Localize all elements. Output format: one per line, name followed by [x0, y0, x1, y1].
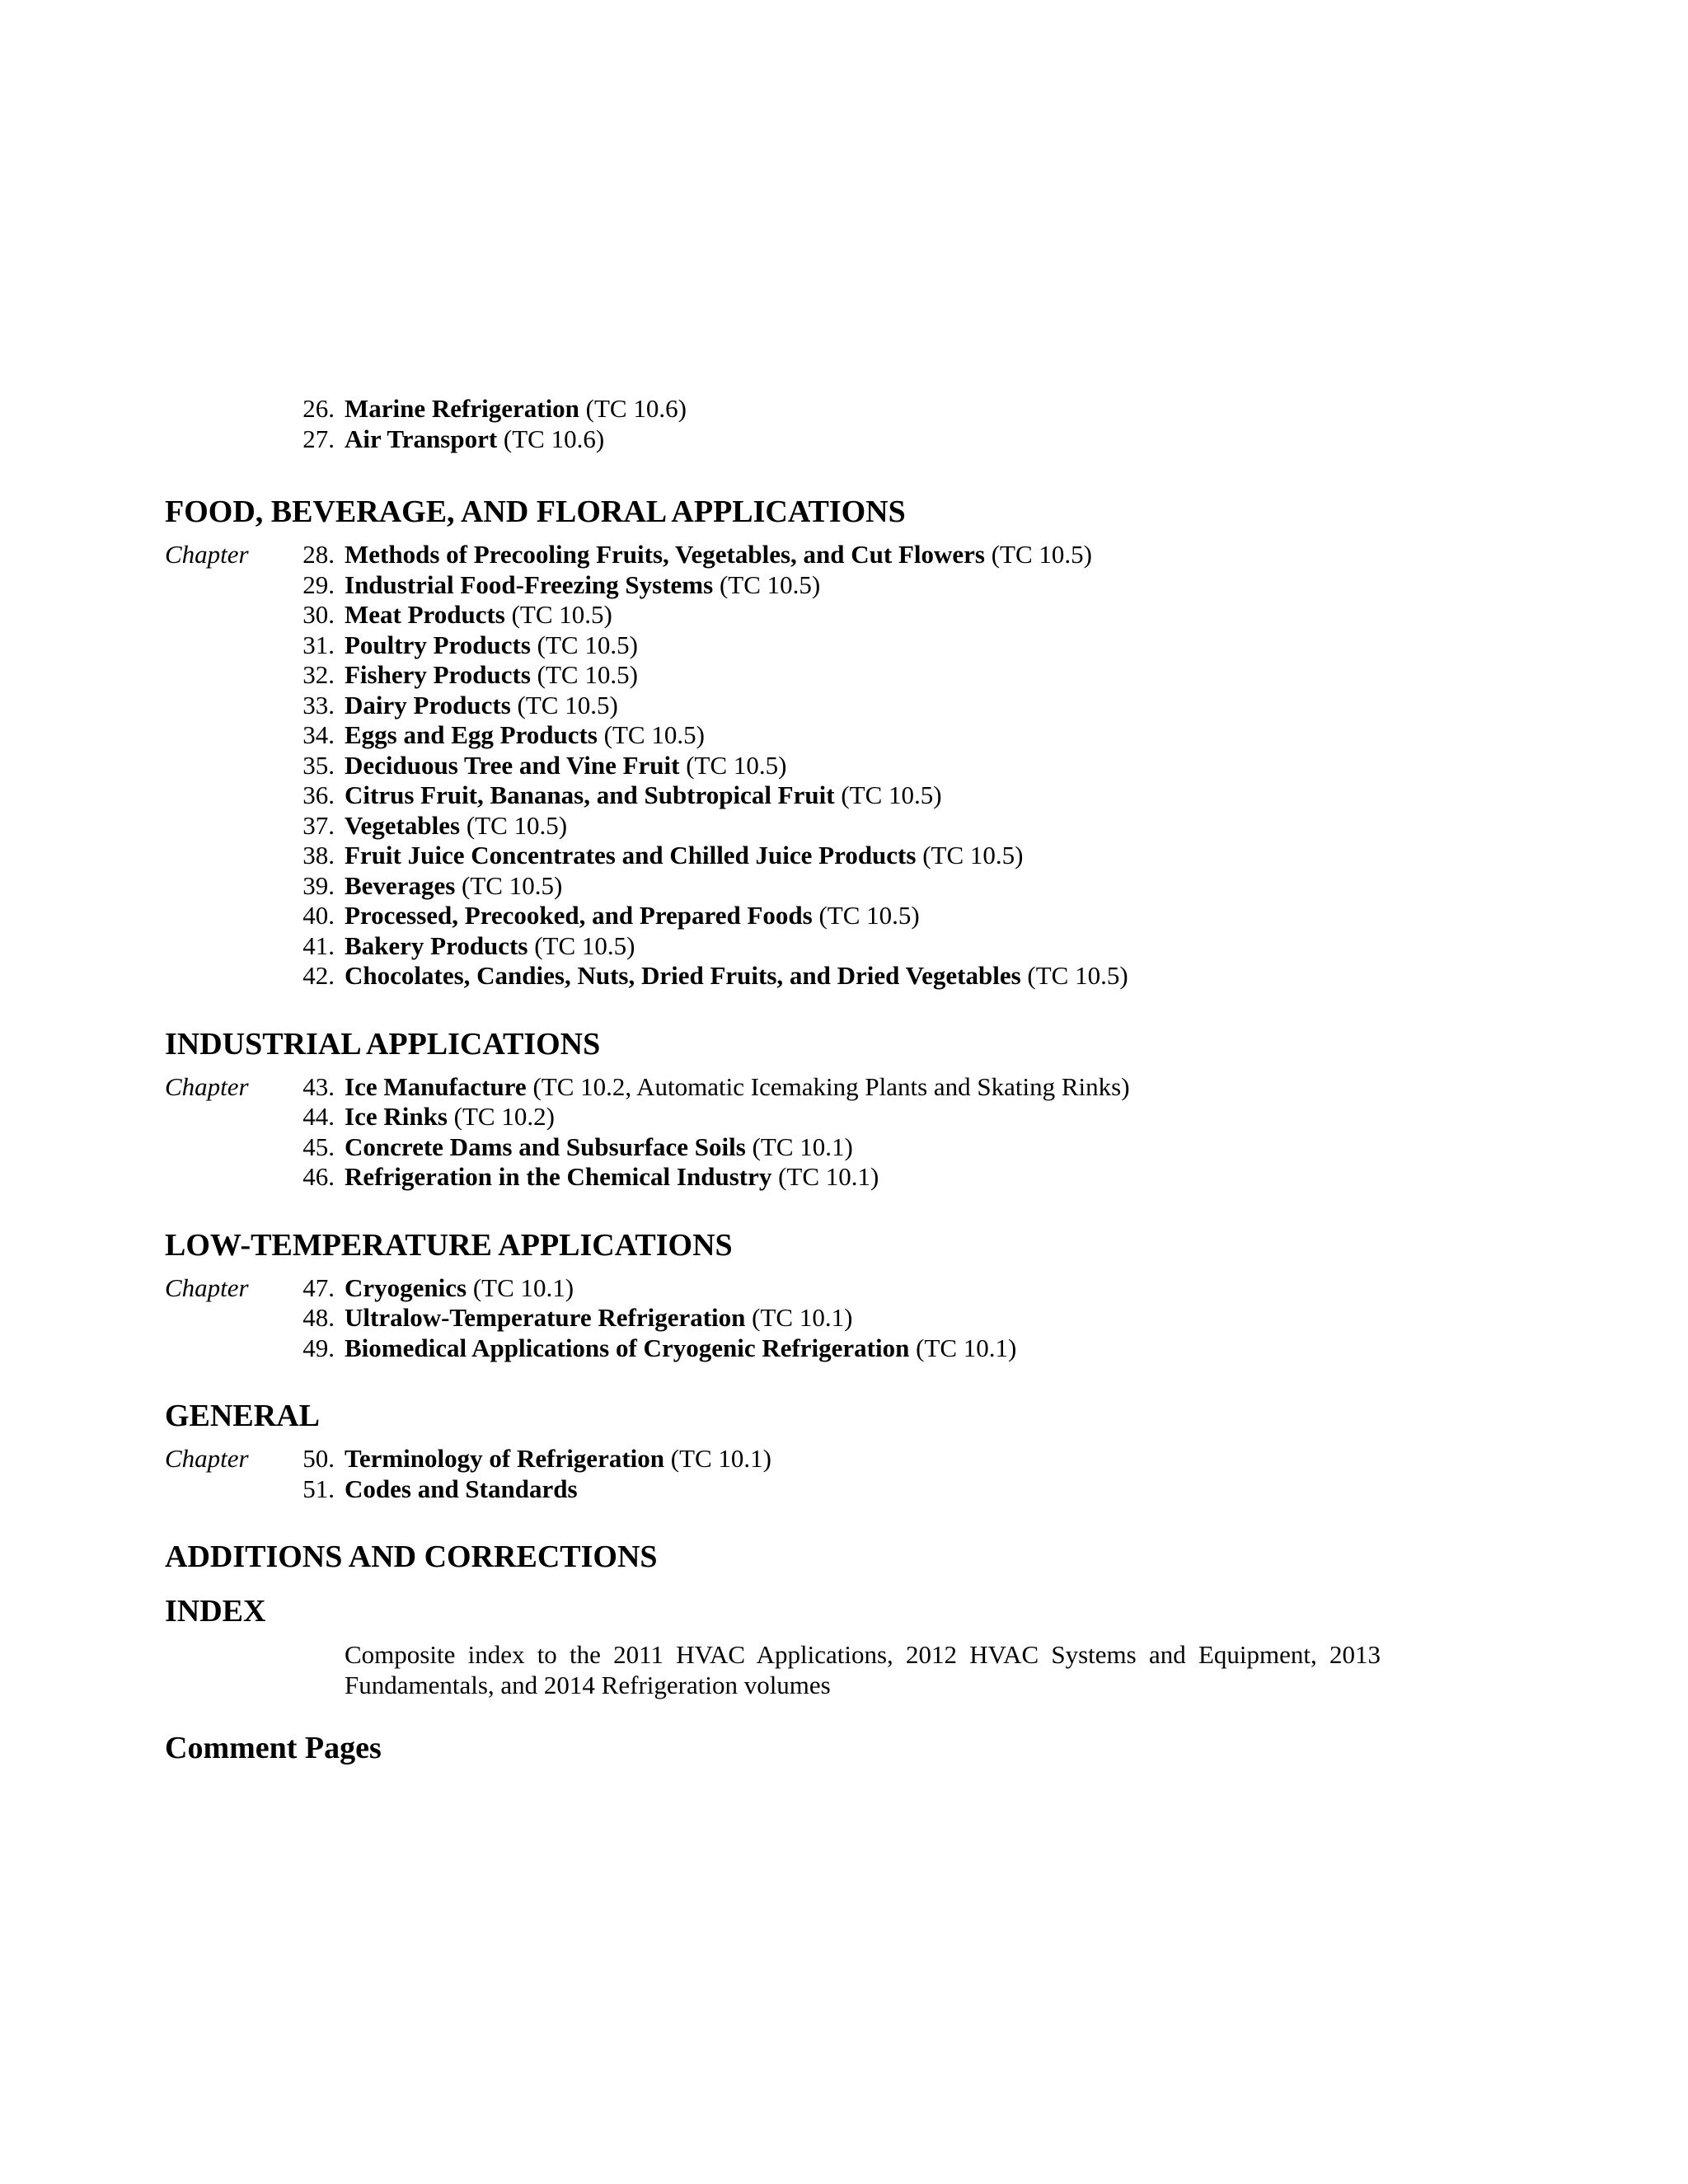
chapter-entry [165, 871, 1401, 902]
chapter-title: Beverages [345, 870, 456, 900]
chapter-number: 28. [302, 540, 335, 569]
chapter-entry [165, 691, 1401, 721]
chapter-entry [165, 961, 1401, 991]
chapter-number: 47. [302, 1272, 335, 1302]
chapter-entry [165, 660, 1401, 691]
chapter-number: 49. [302, 1333, 335, 1362]
section-additions-corrections [165, 1539, 1401, 1575]
chapter-entry [165, 424, 1401, 455]
committee-ref: (TC 10.1) [778, 1162, 879, 1191]
chapter-label: Chapter [165, 1272, 249, 1302]
chapter-number: 34. [302, 720, 335, 749]
section-heading: FOOD, BEVERAGE, AND FLORAL APPLICATIONS [165, 494, 906, 529]
chapter-title: Air Transport [345, 424, 498, 453]
chapter-number: 26. [302, 394, 335, 423]
chapter-title: Deciduous Tree and Vine Fruit [345, 750, 680, 780]
chapter-number: 48. [302, 1303, 335, 1332]
committee-ref: (TC 10.1) [472, 1272, 574, 1302]
chapter-label: Chapter [165, 1444, 249, 1473]
chapter-entry [165, 811, 1401, 841]
chapter-entry [165, 1303, 1401, 1333]
chapter-title: Refrigeration in the Chemical Industry [345, 1162, 772, 1191]
chapter-title: Vegetables [345, 810, 461, 840]
section-industrial [165, 1026, 1401, 1193]
committee-ref: (TC 10.5) [537, 630, 638, 659]
chapter-number: 40. [302, 901, 335, 930]
index-description: Composite index to the 2011 HVAC Applications, 2012 HVAC Systems and Equipment, 2013 Fundamentals, and 2014 Refrigeration volumes [345, 1640, 1381, 1699]
chapter-number: 51. [302, 1474, 335, 1503]
chapter-title: Ultralow-Temperature Refrigeration [345, 1303, 746, 1332]
committee-ref: (TC 10.5) [818, 901, 920, 930]
chapter-title: Chocolates, Candies, Nuts, Dried Fruits, and Dried Vegetables [345, 961, 1021, 990]
chapter-entry [165, 901, 1401, 931]
chapter-number: 37. [302, 810, 335, 840]
section-food-beverage-floral [165, 494, 1401, 991]
continued-entry-list [165, 394, 1401, 454]
chapter-title: Meat Products [345, 600, 505, 629]
section-heading: GENERAL [165, 1399, 320, 1433]
section-heading: INDEX [165, 1594, 266, 1629]
chapter-title: Ice Manufacture [345, 1071, 527, 1101]
committee-ref: (TC 10.2, Automatic Icemaking Plants and Skating Rinks) [532, 1071, 1130, 1101]
chapter-title: Fruit Juice Concentrates and Chilled Juice Products [345, 841, 917, 869]
chapter-entry [165, 1162, 1401, 1193]
chapter-entry [165, 540, 1401, 570]
section-heading: INDUSTRIAL APPLICATIONS [165, 1026, 601, 1062]
chapter-entry [165, 780, 1401, 811]
chapter-number: 27. [302, 424, 335, 453]
chapter-title: Codes and Standards [345, 1474, 578, 1503]
chapter-number: 43. [302, 1071, 335, 1101]
chapter-title: Citrus Fruit, Bananas, and Subtropical Fruit [345, 780, 835, 809]
chapter-entry [165, 600, 1401, 630]
chapter-list [165, 1444, 1401, 1504]
committee-ref: (TC 10.5) [511, 600, 612, 629]
chapter-title: Ice Rinks [345, 1102, 448, 1131]
chapter-number: 30. [302, 600, 335, 629]
chapter-number: 50. [302, 1444, 335, 1473]
chapter-list [165, 540, 1401, 991]
chapter-title: Marine Refrigeration [345, 394, 579, 423]
chapter-title: Bakery Products [345, 930, 528, 960]
chapter-number: 45. [302, 1132, 335, 1161]
committee-ref: (TC 10.1) [752, 1303, 853, 1332]
committee-ref: (TC 10.6) [503, 424, 605, 453]
section-heading: Comment Pages [165, 1731, 382, 1765]
committee-ref: (TC 10.1) [670, 1444, 772, 1473]
chapter-title: Fishery Products [345, 660, 531, 689]
chapter-title: Poultry Products [345, 630, 531, 659]
committee-ref: (TC 10.5) [603, 720, 705, 749]
committee-ref: (TC 10.5) [991, 540, 1092, 569]
section-heading: LOW-TEMPERATURE APPLICATIONS [165, 1227, 733, 1263]
chapter-number: 36. [302, 780, 335, 809]
table-of-contents [165, 394, 1401, 1801]
chapter-entry [165, 630, 1401, 661]
chapter-title: Industrial Food-Freezing Systems [345, 569, 714, 599]
chapter-entry [165, 931, 1401, 962]
chapter-number: 38. [302, 841, 335, 869]
chapter-title: Dairy Products [345, 690, 511, 719]
chapter-title: Methods of Precooling Fruits, Vegetables, and Cut Flowers [345, 540, 985, 569]
chapter-entry [165, 751, 1401, 781]
committee-ref: (TC 10.5) [517, 690, 618, 719]
committee-ref: (TC 10.6) [585, 394, 687, 423]
chapter-number: 42. [302, 961, 335, 990]
chapter-title: Processed, Precooked, and Prepared Foods [345, 901, 813, 930]
chapter-entry [165, 1333, 1401, 1364]
section-low-temperature [165, 1227, 1401, 1364]
chapter-title: Terminology of Refrigeration [345, 1444, 664, 1473]
chapter-title: Concrete Dams and Subsurface Soils [345, 1132, 746, 1161]
chapter-number: 39. [302, 870, 335, 900]
section-general [165, 1398, 1401, 1504]
chapter-number: 41. [302, 930, 335, 960]
chapter-number: 44. [302, 1102, 335, 1131]
chapter-number: 32. [302, 660, 335, 689]
committee-ref: (TC 10.5) [719, 569, 821, 599]
chapter-list [165, 1273, 1401, 1364]
chapter-number: 31. [302, 630, 335, 659]
chapter-title: Cryogenics [345, 1272, 467, 1302]
chapter-entry [165, 570, 1401, 601]
chapter-entry [165, 1444, 1401, 1474]
section-comment-pages [165, 1730, 1401, 1766]
continued-section [165, 394, 1401, 454]
chapter-entry [165, 1132, 1401, 1163]
committee-ref: (TC 10.1) [752, 1132, 853, 1161]
committee-ref: (TC 10.5) [686, 750, 787, 780]
chapter-entry [165, 1273, 1401, 1304]
chapter-entry [165, 720, 1401, 751]
committee-ref: (TC 10.1) [916, 1333, 1017, 1362]
chapter-label: Chapter [165, 540, 249, 569]
chapter-entry [165, 1072, 1401, 1103]
committee-ref: (TC 10.5) [922, 841, 1024, 869]
chapter-number: 46. [302, 1162, 335, 1191]
chapter-entry [165, 841, 1401, 871]
committee-ref: (TC 10.2) [453, 1102, 555, 1131]
chapter-number: 29. [302, 569, 335, 599]
section-index [165, 1593, 1401, 1700]
chapter-title: Biomedical Applications of Cryogenic Refrigeration [345, 1333, 910, 1362]
chapter-entry [165, 394, 1401, 424]
committee-ref: (TC 10.5) [466, 810, 568, 840]
committee-ref: (TC 10.5) [1027, 961, 1128, 990]
chapter-entry [165, 1474, 1401, 1505]
chapter-label: Chapter [165, 1071, 249, 1101]
chapter-title: Eggs and Egg Products [345, 720, 598, 749]
committee-ref: (TC 10.5) [537, 660, 638, 689]
committee-ref: (TC 10.5) [534, 930, 635, 960]
committee-ref: (TC 10.5) [841, 780, 942, 809]
chapter-number: 33. [302, 690, 335, 719]
committee-ref: (TC 10.5) [462, 870, 563, 900]
chapter-entry [165, 1102, 1401, 1132]
chapter-list [165, 1072, 1401, 1193]
section-heading: ADDITIONS AND CORRECTIONS [165, 1540, 658, 1574]
chapter-number: 35. [302, 750, 335, 780]
